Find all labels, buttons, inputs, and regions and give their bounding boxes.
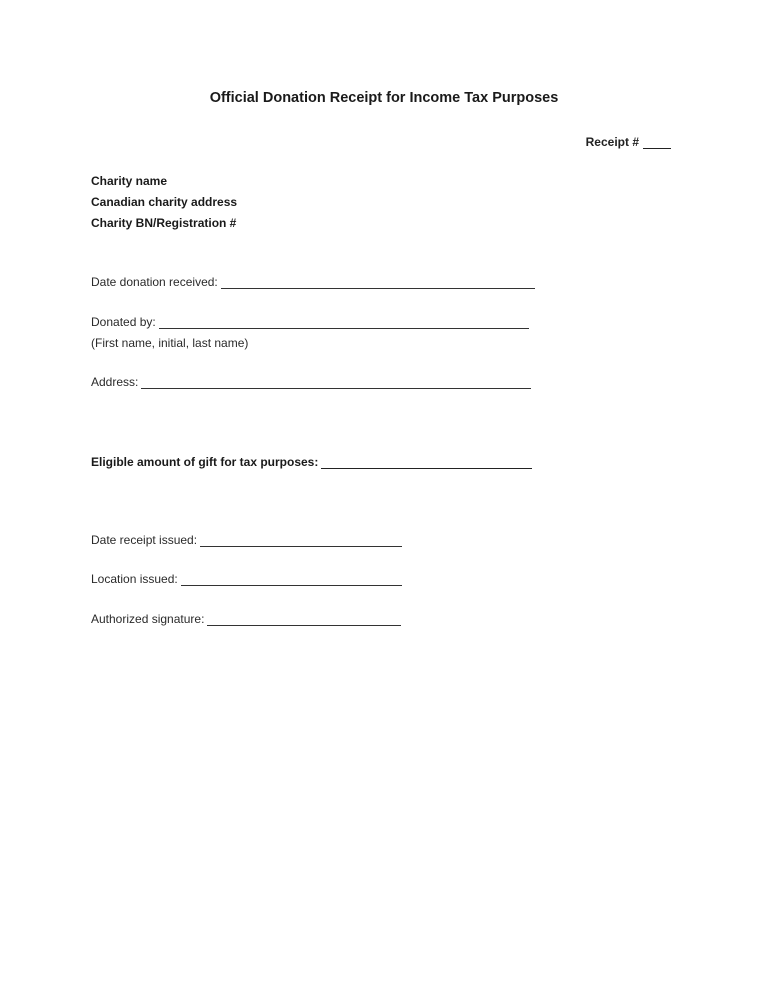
- charity-name: Charity name: [91, 174, 168, 188]
- date-received-blank[interactable]: [221, 276, 535, 289]
- date-received-field: [91, 275, 535, 289]
- donated-by-note: (First name, initial, last name): [91, 336, 249, 350]
- page-title: Official Donation Receipt for Income Tax Purposes: [209, 90, 559, 106]
- eligible-amount-blank[interactable]: [321, 456, 532, 469]
- signature-field: [91, 612, 401, 626]
- location-issued-field: [91, 572, 402, 586]
- donated-by-blank[interactable]: [159, 316, 529, 329]
- address-label: Address:: [91, 375, 139, 389]
- signature-label: Authorized signature:: [91, 612, 205, 626]
- date-issued-label: Date receipt issued:: [91, 533, 198, 547]
- location-issued-blank[interactable]: [181, 573, 402, 586]
- eligible-amount-field: [91, 455, 532, 469]
- charity-address: Canadian charity address: [91, 195, 238, 209]
- receipt-number-label: Receipt #: [585, 135, 639, 149]
- receipt-number: [586, 135, 671, 149]
- signature-blank[interactable]: [207, 613, 401, 626]
- address-field: [91, 375, 531, 389]
- receipt-number-blank[interactable]: [643, 137, 671, 149]
- date-received-label: Date donation received:: [91, 275, 218, 289]
- eligible-amount-label: Eligible amount of gift for tax purposes:: [91, 455, 319, 469]
- donated-by-field: [91, 315, 529, 329]
- location-issued-label: Location issued:: [91, 572, 178, 586]
- date-issued-blank[interactable]: [200, 534, 402, 547]
- address-blank[interactable]: [141, 376, 531, 389]
- date-issued-field: [91, 533, 402, 547]
- donated-by-label: Donated by:: [91, 315, 156, 329]
- charity-registration: Charity BN/Registration #: [91, 216, 237, 230]
